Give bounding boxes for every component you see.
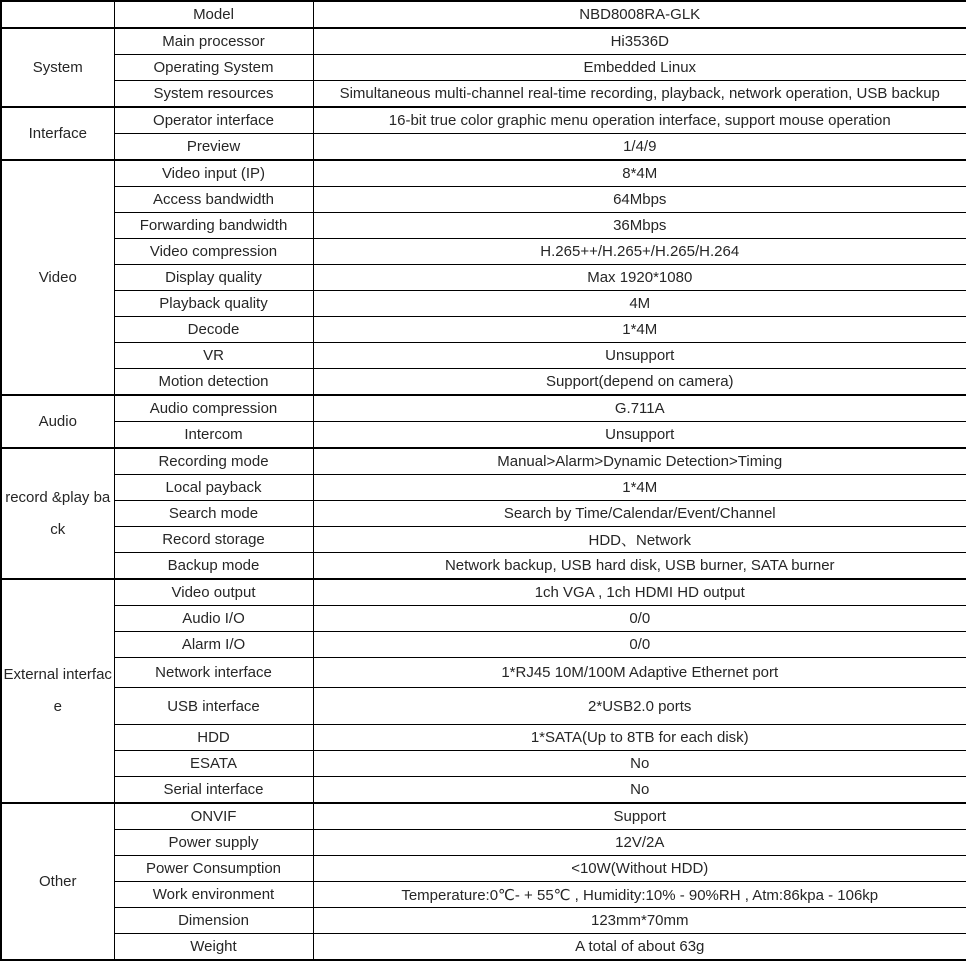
value-cell: <10W(Without HDD): [313, 856, 966, 882]
category-cell: Video: [1, 160, 114, 395]
property-cell: Display quality: [114, 265, 313, 291]
table-row: [1, 369, 966, 396]
value-cell: A total of about 63g: [313, 934, 966, 961]
value-cell: Support(depend on camera): [313, 369, 966, 396]
table-row: [1, 395, 966, 422]
table-row: [1, 751, 966, 777]
property-cell: Access bandwidth: [114, 187, 313, 213]
value-cell: Unsupport: [313, 422, 966, 449]
value-cell: 12V/2A: [313, 830, 966, 856]
property-cell: Main processor: [114, 28, 313, 55]
table-row: [1, 213, 966, 239]
property-cell: Video input (IP): [114, 160, 313, 187]
property-cell: VR: [114, 343, 313, 369]
value-cell: Max 1920*1080: [313, 265, 966, 291]
property-cell: USB interface: [114, 688, 313, 725]
table-row: [1, 553, 966, 580]
table-row: [1, 160, 966, 187]
value-cell: Hi3536D: [313, 28, 966, 55]
spec-section: [1, 1, 966, 28]
value-cell: No: [313, 751, 966, 777]
value-cell: G.711A: [313, 395, 966, 422]
category-cell: Other: [1, 803, 114, 960]
table-row: [1, 658, 966, 688]
table-row: [1, 134, 966, 161]
property-cell: Alarm I/O: [114, 632, 313, 658]
table-row: [1, 830, 966, 856]
property-cell: ESATA: [114, 751, 313, 777]
value-cell: 0/0: [313, 606, 966, 632]
table-row: [1, 317, 966, 343]
value-cell: No: [313, 777, 966, 804]
category-cell: System: [1, 28, 114, 107]
property-cell: ONVIF: [114, 803, 313, 830]
category-cell: Audio: [1, 395, 114, 448]
value-cell: 8*4M: [313, 160, 966, 187]
value-cell: Temperature:0℃- + 55℃ , Humidity:10% - 90%RH , Atm:86kpa - 106kp: [313, 882, 966, 908]
value-cell: 64Mbps: [313, 187, 966, 213]
table-row: [1, 632, 966, 658]
spec-section: [1, 107, 966, 160]
spec-section: [1, 28, 966, 107]
value-cell: 36Mbps: [313, 213, 966, 239]
value-cell: Manual>Alarm>Dynamic Detection>Timing: [313, 448, 966, 475]
table-row: [1, 934, 966, 961]
property-cell: Preview: [114, 134, 313, 161]
property-cell: Power Consumption: [114, 856, 313, 882]
property-cell: Backup mode: [114, 553, 313, 580]
category-cell: Interface: [1, 107, 114, 160]
property-cell: Operating System: [114, 55, 313, 81]
property-cell: Weight: [114, 934, 313, 961]
value-cell: 1/4/9: [313, 134, 966, 161]
property-cell: Search mode: [114, 501, 313, 527]
property-cell: Intercom: [114, 422, 313, 449]
table-row: [1, 265, 966, 291]
property-cell: Operator interface: [114, 107, 313, 134]
category-cell: record &play back: [1, 448, 114, 579]
table-row: [1, 725, 966, 751]
table-row: [1, 856, 966, 882]
table-row: [1, 501, 966, 527]
value-cell: Network backup, USB hard disk, USB burner, SATA burner: [313, 553, 966, 580]
table-row: [1, 527, 966, 553]
property-cell: Power supply: [114, 830, 313, 856]
value-cell: Embedded Linux: [313, 55, 966, 81]
value-cell: Search by Time/Calendar/Event/Channel: [313, 501, 966, 527]
property-cell: Serial interface: [114, 777, 313, 804]
property-cell: Recording mode: [114, 448, 313, 475]
value-cell: 1*RJ45 10M/100M Adaptive Ethernet port: [313, 658, 966, 688]
table-row: [1, 81, 966, 108]
table-row: [1, 107, 966, 134]
table-row: [1, 28, 966, 55]
value-cell: 1*SATA(Up to 8TB for each disk): [313, 725, 966, 751]
table-row: [1, 187, 966, 213]
spec-section: [1, 160, 966, 395]
property-cell: Video output: [114, 579, 313, 606]
table-row: [1, 422, 966, 449]
value-cell: 0/0: [313, 632, 966, 658]
value-cell: H.265++/H.265+/H.265/H.264: [313, 239, 966, 265]
value-cell: Support: [313, 803, 966, 830]
value-cell: 123mm*70mm: [313, 908, 966, 934]
property-cell: Work environment: [114, 882, 313, 908]
table-row: [1, 239, 966, 265]
table-row: [1, 291, 966, 317]
property-cell: Video compression: [114, 239, 313, 265]
value-cell: HDD、Network: [313, 527, 966, 553]
property-cell: Audio I/O: [114, 606, 313, 632]
property-cell: Playback quality: [114, 291, 313, 317]
category-cell: External interface: [1, 579, 114, 803]
property-cell: Model: [114, 1, 313, 28]
table-row: [1, 1, 966, 28]
value-cell: 1ch VGA , 1ch HDMI HD output: [313, 579, 966, 606]
table-row: [1, 777, 966, 804]
value-cell: Simultaneous multi-channel real-time recording, playback, network operation, USB backup: [313, 81, 966, 108]
table-row: [1, 688, 966, 725]
table-row: [1, 908, 966, 934]
category-cell: [1, 1, 114, 28]
property-cell: Network interface: [114, 658, 313, 688]
value-cell: 4M: [313, 291, 966, 317]
table-row: [1, 448, 966, 475]
property-cell: Decode: [114, 317, 313, 343]
spec-section: [1, 803, 966, 960]
table-row: [1, 882, 966, 908]
value-cell: 2*USB2.0 ports: [313, 688, 966, 725]
property-cell: Audio compression: [114, 395, 313, 422]
property-cell: Motion detection: [114, 369, 313, 396]
spec-section: [1, 395, 966, 448]
spec-section: [1, 579, 966, 803]
table-row: [1, 803, 966, 830]
property-cell: Record storage: [114, 527, 313, 553]
property-cell: System resources: [114, 81, 313, 108]
table-row: [1, 606, 966, 632]
table-row: [1, 475, 966, 501]
value-cell: 1*4M: [313, 317, 966, 343]
property-cell: Dimension: [114, 908, 313, 934]
property-cell: Forwarding bandwidth: [114, 213, 313, 239]
value-cell: NBD8008RA-GLK: [313, 1, 966, 28]
table-row: [1, 343, 966, 369]
table-row: [1, 579, 966, 606]
property-cell: HDD: [114, 725, 313, 751]
property-cell: Local payback: [114, 475, 313, 501]
spec-section: [1, 448, 966, 579]
value-cell: 16-bit true color graphic menu operation interface, support mouse operation: [313, 107, 966, 134]
table-row: [1, 55, 966, 81]
value-cell: 1*4M: [313, 475, 966, 501]
value-cell: Unsupport: [313, 343, 966, 369]
